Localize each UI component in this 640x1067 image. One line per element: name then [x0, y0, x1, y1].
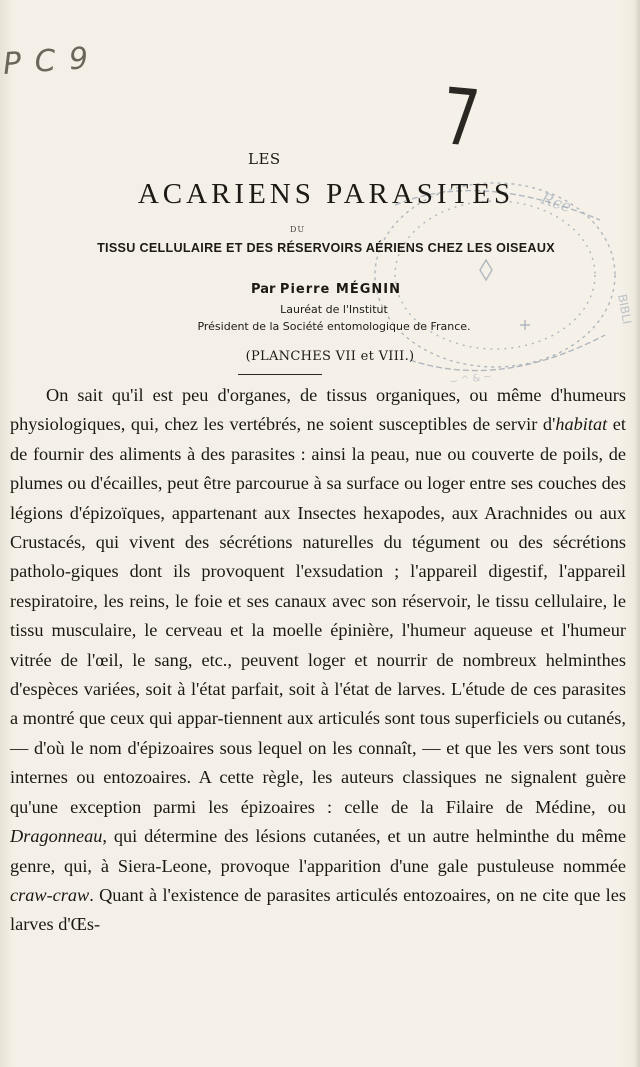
body-text-segment: et de fournir des aliments à des parasites : ainsi la peau, nue ou couverte de poils, de plumes ou d'écailles, peut être parcourue à sa surface ou loger entre ses couches des légions d'épizoïques, appartenant aux Insectes hexapodes, aux Arachnides ou aux Crustacés, qui vivent des sécrétions naturelles du tégument ou des sécrétions patholo-giques dont ils provoquent l'exsudation ; l'appareil digestif, l'appareil respiratoire, les reins, le foie et ses canaux avec son réservoir, le tissu cellulaire, le tissu musculaire, le cerveau et la moelle épinière, l'humeur aqueuse et l'humeur vitrée de l'œil, le sang, etc., peuvent loger et nourrir de nombreux helminthes d'espèces variées, soit à l'état parfait, soit à l'état de larves. L'étude de ces parasites a montré que ceux qui appar-tiennent aux articulés sont tous superficiels ou cutanés, — d'où le nom d'épizoaires sous lequel on les connaît, — et que les vers sont tous internes ou entozoaires. A cette règle, les auteurs classiques ne signalent guère qu'une exception parmi les épizoaires : celle de la Filaire de Médine, ou	[10, 414, 627, 817]
body-text-italic: craw-craw	[10, 884, 90, 905]
body-text-segment: . Quant à l'existence de parasites articulés entozoaires, on ne cite que les larves d'Œs-	[10, 884, 626, 935]
body-text-italic: habitat	[555, 414, 608, 435]
handwritten-shelfmark: P C 9	[1, 41, 92, 82]
author-credential: Lauréat de l'Institut	[280, 303, 388, 316]
handwritten-page-number: 7	[440, 72, 483, 166]
body-text-segment: , qui détermine des lésions cutanées, et un autre helminthe du même genre, qui, à Siera-Leone, provoque l'apparition d'une gale pustuleuse nommée	[10, 826, 626, 876]
divider-rule	[238, 374, 322, 375]
author-name: Pierre MÉGNIN	[279, 282, 401, 297]
page-edge-shadow	[634, 0, 640, 1067]
page-title: ACARIENS PARASITES	[137, 178, 515, 210]
header-du: DU	[290, 225, 306, 234]
body-text-italic: Dragonneau	[10, 826, 103, 847]
plates-reference: (PLANCHES VII et VIII.)	[245, 349, 415, 364]
svg-text:~ ^ & ~: ~ ^ & ~	[448, 371, 493, 388]
svg-text:BIBLI: BIBLI	[615, 293, 635, 326]
author-line	[0, 282, 640, 297]
author-by: Par	[251, 282, 276, 297]
header-les: LES	[248, 150, 281, 168]
body-text-segment: On sait qu'il est peu d'organes, de tissus organiques, ou même d'humeurs physiologiques, qui, chez les vertébrés, ne soient susceptibles de servir d'	[10, 385, 626, 435]
author-credential: Président de la Société entomologique de France.	[197, 320, 471, 333]
svg-text:Rce: Rce	[538, 188, 574, 217]
page-subtitle: TISSU CELLULAIRE ET DES RÉSERVOIRS AÉRIENS CHEZ LES OISEAUX	[97, 241, 555, 255]
body-paragraph	[10, 381, 626, 940]
